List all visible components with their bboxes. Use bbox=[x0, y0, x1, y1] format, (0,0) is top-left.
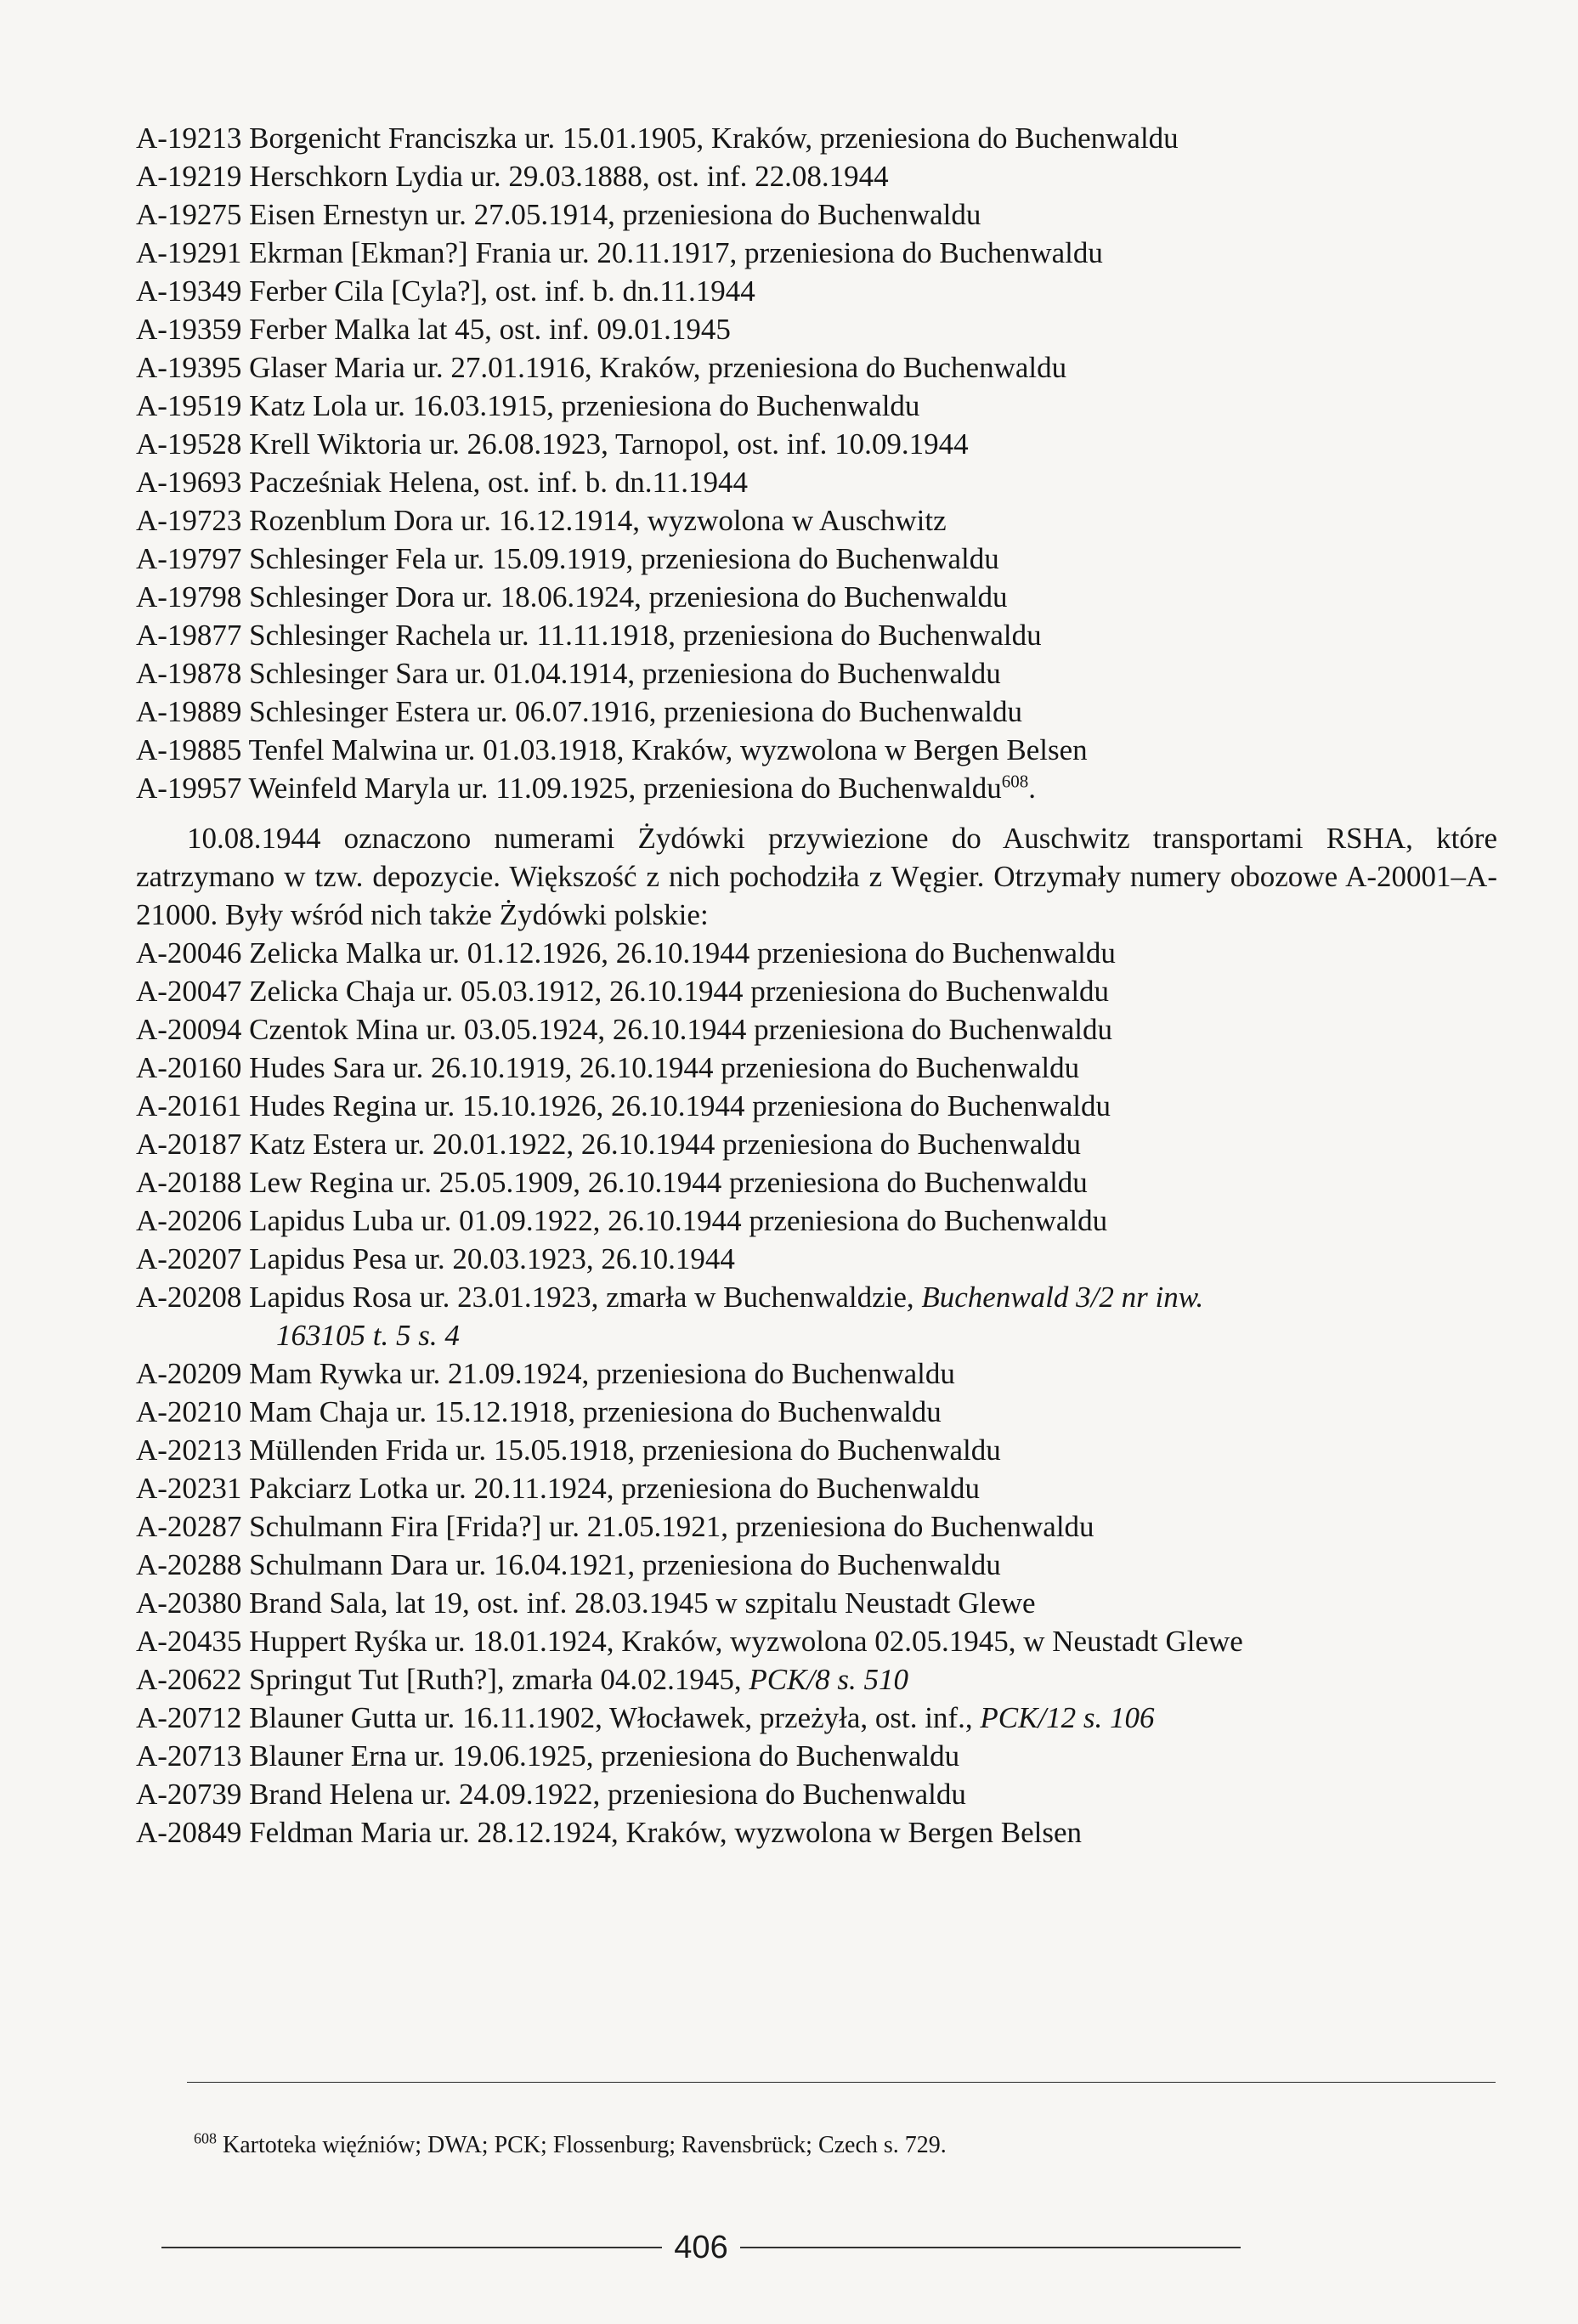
footnote-text: Kartoteka więźniów; DWA; PCK; Flossenburg; Ravensbrück; Czech s. 729. bbox=[217, 2132, 947, 2158]
entry-text: A-20622 Springut Tut [Ruth?], zmarła 04.02.1945, bbox=[136, 1663, 749, 1696]
list-entry: A-19275 Eisen Ernestyn ur. 27.05.1914, przeniesiona do Buchenwaldu bbox=[136, 198, 981, 231]
list-entry: A-19395 Glaser Maria ur. 27.01.1916, Kraków, przeniesiona do Buchenwaldu bbox=[136, 351, 1067, 384]
footnote-divider bbox=[187, 2082, 1496, 2083]
footnote-number: 608 bbox=[194, 2129, 217, 2147]
list-entry: A-20206 Lapidus Luba ur. 01.09.1922, 26.10.1944 przeniesiona do Buchenwaldu bbox=[136, 1204, 1108, 1237]
list-entry: A-20213 Müllenden Frida ur. 15.05.1918, przeniesiona do Buchenwaldu bbox=[136, 1433, 1001, 1467]
prisoner-list-bottom-c bbox=[136, 1737, 1496, 1852]
list-entry bbox=[136, 1660, 1496, 1699]
prisoner-list-top bbox=[136, 119, 1496, 769]
list-entry: A-19798 Schlesinger Dora ur. 18.06.1924, przeniesiona do Buchenwaldu bbox=[136, 580, 1008, 614]
list-entry: A-20209 Mam Rywka ur. 21.09.1924, przeniesiona do Buchenwaldu bbox=[136, 1357, 955, 1390]
list-entry: A-19219 Herschkorn Lydia ur. 29.03.1888, ost. inf. 22.08.1944 bbox=[136, 160, 889, 193]
list-entry: A-20210 Mam Chaja ur. 15.12.1918, przeniesiona do Buchenwaldu bbox=[136, 1395, 942, 1428]
source-reference: PCK/8 s. 510 bbox=[749, 1663, 909, 1696]
list-entry: A-20231 Pakciarz Lotka ur. 20.11.1924, przeniesiona do Buchenwaldu bbox=[136, 1472, 981, 1505]
list-entry: A-20047 Zelicka Chaja ur. 05.03.1912, 26.10.1944 przeniesiona do Buchenwaldu bbox=[136, 975, 1110, 1008]
page-number: 406 bbox=[674, 2229, 728, 2265]
list-entry: A-20380 Brand Sala, lat 19, ost. inf. 28.03.1945 w szpitalu Neustadt Glewe bbox=[136, 1586, 1036, 1620]
page-footer bbox=[161, 2226, 1241, 2269]
footnote-reference[interactable]: 608 bbox=[1001, 771, 1029, 792]
list-entry: A-19885 Tenfel Malwina ur. 01.03.1918, Kraków, wyzwolona w Bergen Belsen bbox=[136, 733, 1088, 766]
list-entry: A-20187 Katz Estera ur. 20.01.1922, 26.10.1944 przeniesiona do Buchenwaldu bbox=[136, 1128, 1081, 1161]
page-content bbox=[136, 119, 1496, 1852]
list-entry: A-19213 Borgenicht Franciszka ur. 15.01.1905, Kraków, przeniesiona do Buchenwaldu bbox=[136, 122, 1179, 155]
list-entry: A-19359 Ferber Malka lat 45, ost. inf. 09.01.1945 bbox=[136, 313, 731, 346]
list-entry: A-20207 Lapidus Pesa ur. 20.03.1923, 26.10.1944 bbox=[136, 1242, 735, 1275]
list-entry: A-19528 Krell Wiktoria ur. 26.08.1923, Tarnopol, ost. inf. 10.09.1944 bbox=[136, 427, 969, 461]
prisoner-list-bottom-a bbox=[136, 934, 1496, 1278]
list-entry: A-19693 Pacześniak Helena, ost. inf. b. dn.11.1944 bbox=[136, 466, 748, 499]
source-reference: Buchenwald 3/2 nr inw. bbox=[921, 1281, 1204, 1314]
list-entry: A-20739 Brand Helena ur. 24.09.1922, przeniesiona do Buchenwaldu bbox=[136, 1778, 966, 1811]
list-entry: A-19291 Ekrman [Ekman?] Frania ur. 20.11.1917, przeniesiona do Buchenwaldu bbox=[136, 236, 1103, 269]
entry-text: A-20208 Lapidus Rosa ur. 23.01.1923, zmarła w Buchenwaldzie, bbox=[136, 1281, 922, 1314]
list-entry: A-20188 Lew Regina ur. 25.05.1909, 26.10.1944 przeniesiona do Buchenwaldu bbox=[136, 1166, 1088, 1199]
entry-text: A-20712 Blauner Gutta ur. 16.11.1902, Włocławek, przeżyła, ost. inf., bbox=[136, 1701, 981, 1734]
list-entry bbox=[136, 769, 1496, 807]
list-entry: A-19889 Schlesinger Estera ur. 06.07.1916, przeniesiona do Buchenwaldu bbox=[136, 695, 1022, 728]
intro-paragraph: 10.08.1944 oznaczono numerami Żydówki przywiezione do Auschwitz transportami RSHA, które zatrzymano w tzw. depozycie. Większość z nich pochodziła z Węgier. Otrzymały numery obozowe A-20001–A-21000. Były wśród nich także Żydówki polskie: bbox=[136, 822, 1497, 931]
source-reference-continued: 163105 t. 5 s. 4 bbox=[276, 1319, 460, 1352]
footer-rule-right bbox=[740, 2247, 1241, 2248]
list-entry: A-19349 Ferber Cila [Cyla?], ost. inf. b. dn.11.1944 bbox=[136, 274, 755, 308]
source-reference: PCK/12 s. 106 bbox=[980, 1701, 1155, 1734]
list-entry: A-20849 Feldman Maria ur. 28.12.1924, Kraków, wyzwolona w Bergen Belsen bbox=[136, 1816, 1082, 1849]
list-entry bbox=[136, 1278, 1487, 1354]
list-entry: A-20094 Czentok Mina ur. 03.05.1924, 26.10.1944 przeniesiona do Buchenwaldu bbox=[136, 1013, 1112, 1046]
list-entry: A-19797 Schlesinger Fela ur. 15.09.1919, przeniesiona do Buchenwaldu bbox=[136, 542, 999, 575]
list-entry bbox=[136, 1699, 1496, 1737]
list-entry: A-20046 Zelicka Malka ur. 01.12.1926, 26.10.1944 przeniesiona do Buchenwaldu bbox=[136, 936, 1116, 970]
list-entry: A-20161 Hudes Regina ur. 15.10.1926, 26.10.1944 przeniesiona do Buchenwaldu bbox=[136, 1089, 1111, 1122]
footnote bbox=[194, 2131, 947, 2160]
list-entry: A-19519 Katz Lola ur. 16.03.1915, przeniesiona do Buchenwaldu bbox=[136, 389, 920, 422]
list-entry: A-19723 Rozenblum Dora ur. 16.12.1914, wyzwolona w Auschwitz bbox=[136, 504, 947, 537]
entry-tail: . bbox=[1028, 772, 1037, 805]
list-entry: A-20288 Schulmann Dara ur. 16.04.1921, przeniesiona do Buchenwaldu bbox=[136, 1548, 1001, 1581]
footer-rule-left bbox=[161, 2247, 662, 2248]
list-entry: A-19878 Schlesinger Sara ur. 01.04.1914, przeniesiona do Buchenwaldu bbox=[136, 657, 1001, 690]
list-entry: A-20287 Schulmann Fira [Frida?] ur. 21.05.1921, przeniesiona do Buchenwaldu bbox=[136, 1510, 1094, 1543]
list-entry: A-19877 Schlesinger Rachela ur. 11.11.1918, przeniesiona do Buchenwaldu bbox=[136, 619, 1042, 652]
list-entry: A-20160 Hudes Sara ur. 26.10.1919, 26.10.1944 przeniesiona do Buchenwaldu bbox=[136, 1051, 1080, 1084]
entry-text: A-19957 Weinfeld Maryla ur. 11.09.1925, przeniesiona do Buchenwaldu bbox=[136, 772, 1002, 805]
list-entry: A-20713 Blauner Erna ur. 19.06.1925, przeniesiona do Buchenwaldu bbox=[136, 1739, 960, 1773]
prisoner-list-bottom-b bbox=[136, 1354, 1496, 1660]
list-entry: A-20435 Huppert Ryśka ur. 18.01.1924, Kraków, wyzwolona 02.05.1945, w Neustadt Glewe bbox=[136, 1625, 1243, 1658]
